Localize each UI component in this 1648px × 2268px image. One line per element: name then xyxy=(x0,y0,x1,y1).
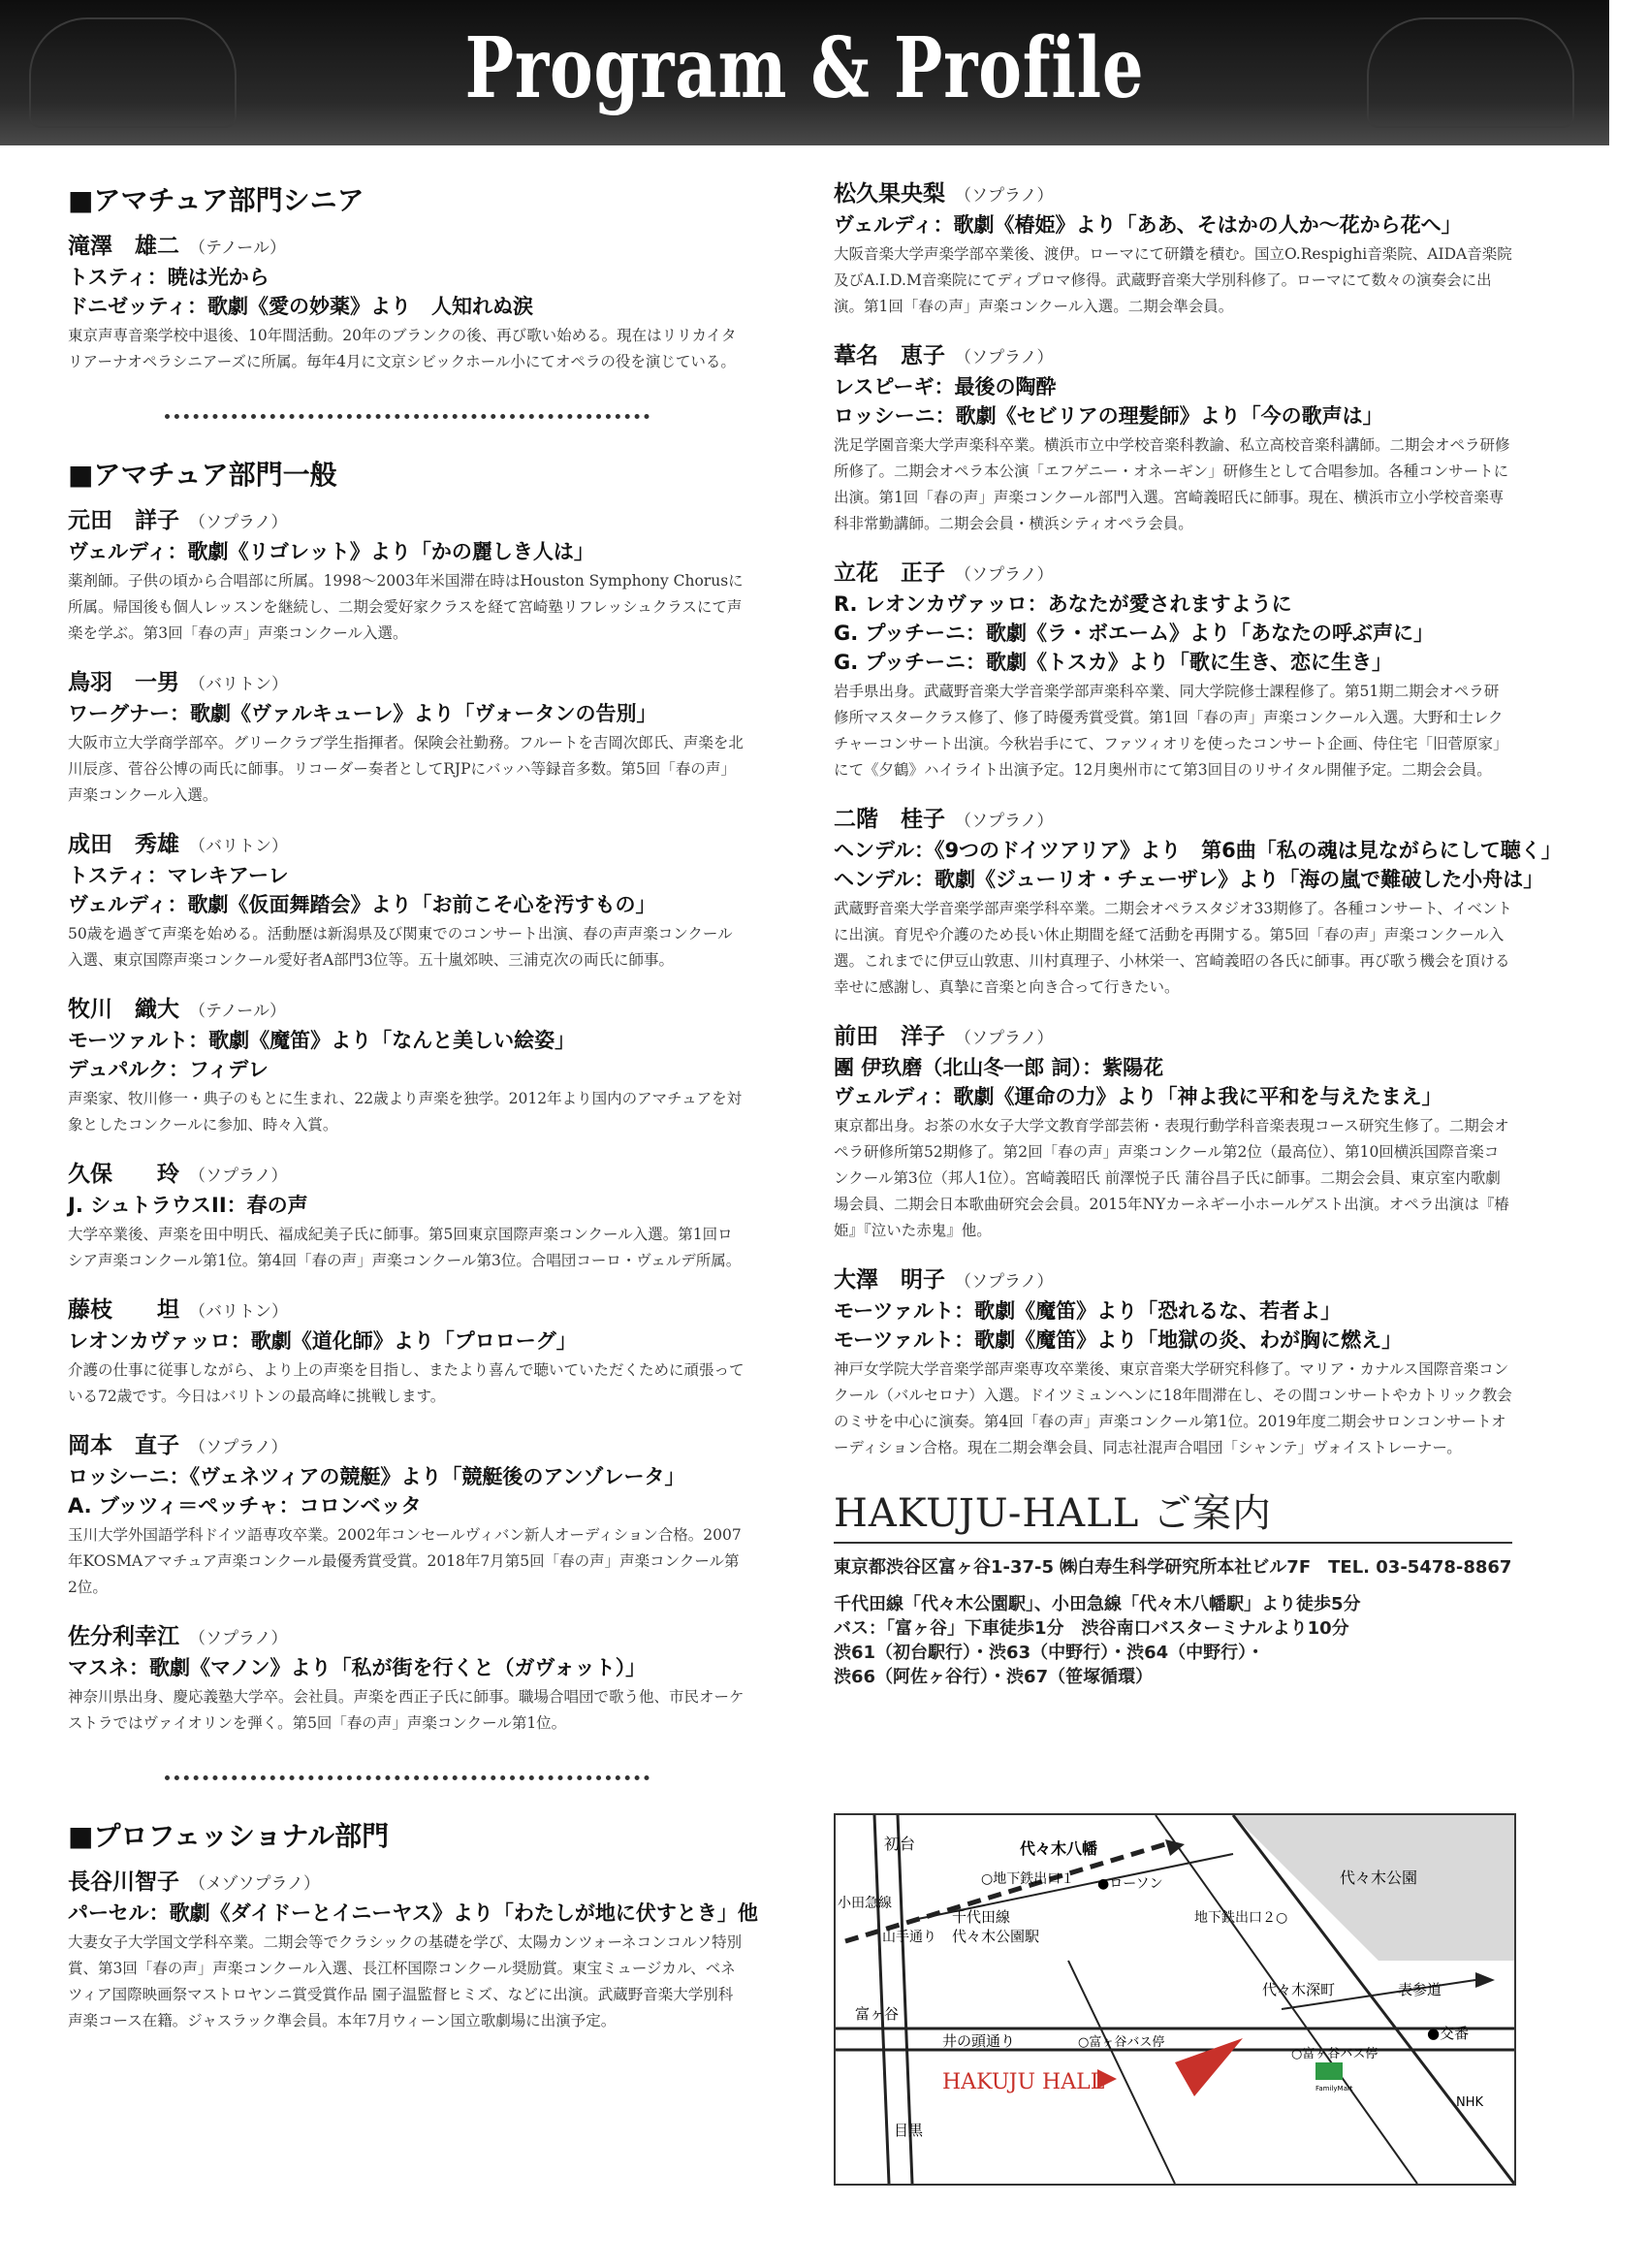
repertoire-line: レスピーギ：最後の陶酔 xyxy=(834,375,1057,399)
repertoire-line: トスティ：マレキアーレ xyxy=(68,864,289,887)
map-label-nhk: NHK xyxy=(1456,2095,1484,2110)
performer-entry xyxy=(834,341,1512,537)
section-divider xyxy=(165,414,650,419)
map-label-yoyogi-park: 代々木公園 xyxy=(1340,1869,1418,1887)
performer-entry xyxy=(68,1868,758,2034)
performer-voice: （ソプラノ） xyxy=(189,1166,288,1186)
performer-entry xyxy=(68,1431,746,1601)
performer-name-text: 大澤 明子 xyxy=(834,1267,945,1293)
performer-bio: 大阪音楽大学声楽学部卒業後、渡伊。ローマにて研鑽を積む。国立O.Respighi音楽院、AIDA音楽院及びA.I.D.M音楽院にてディプロマ修得。武蔵野音楽大学別科修了。ローマにて数々の演奏会に出演。第1回「春の声」声楽コンクール入選。二期会準会員。 xyxy=(834,245,1512,315)
odakyu-line xyxy=(845,1844,1165,1941)
performer-name xyxy=(834,805,1512,836)
performer-bio: 大阪市立大学商学部卒。グリークラブ学生指揮者。保険会社勤務。フルートを吉岡次郎氏、声楽を北川辰彦、菅谷公博の両氏に師事。リコーダー奏者としてRJPにバッハ等録音多数。第5回「春の声」声楽コンクール入選。 xyxy=(68,734,744,804)
map-label-yoyogi-fukamachi: 代々木深町 xyxy=(1262,1981,1336,1998)
repertoire-line: R. レオンカヴァッロ：あなたが愛されますように xyxy=(834,592,1292,616)
performer-voice: （ソプラノ） xyxy=(189,1438,288,1457)
map-label-hatsudai: 初台 xyxy=(884,1835,916,1853)
section-heading: ■アマチュア部門一般 xyxy=(68,459,337,491)
map-label-chiyoda-2: 代々木公園駅 xyxy=(952,1928,1040,1945)
performer-name xyxy=(834,341,1512,372)
repertoire-line: ヴェルディ：歌劇《椿姫》より「ああ、そはかの人か～花から花へ」 xyxy=(834,213,1462,237)
performer-name-text: 牧川 織大 xyxy=(68,997,179,1022)
hall-marker xyxy=(1175,2038,1243,2096)
performer-name xyxy=(68,506,746,537)
repertoire-line: モーツァルト：歌劇《魔笛》より「地獄の炎、わが胸に燃え」 xyxy=(834,1328,1403,1352)
map-label-busstop-2: ○富ヶ谷バス停 xyxy=(1291,2047,1379,2061)
performer-bio: 東京声専音楽学校中退後、10年間活動。20年のブランクの後、再び歌い始める。現在はリリカイタリアーナオペラシニアーズに所属。毎年4月に文京シビックホール小にてオペラの役を演じている。 xyxy=(68,327,737,370)
hall-access-line: 渋61（初台駅行）・渋63（中野行）・渋64（中野行）・ xyxy=(834,1643,1265,1663)
performer-name-text: 長谷川智子 xyxy=(68,1869,179,1895)
repertoire-line: トスティ：暁は光から xyxy=(68,266,269,289)
map-label-exit1: ○地下鉄出口１ xyxy=(981,1871,1075,1887)
performer-bio: 神奈川県出身、慶応義塾大学卒。会社員。声楽を西正子氏に師事。職場合唱団で歌う他、市民オーケストラではヴァイオリンを弾く。第5回「春の声」声楽コンクール第1位。 xyxy=(68,1688,745,1732)
performer-voice: （ソプラノ） xyxy=(955,1029,1054,1048)
performer-entry xyxy=(68,1295,746,1410)
familymart-icon xyxy=(1315,2062,1343,2080)
performer-name xyxy=(834,1265,1512,1296)
performer-entry xyxy=(68,1160,746,1274)
performer-bio: 大学卒業後、声楽を田中明氏、福成紀美子氏に師事。第5回東京国際声楽コンクール入選。第1回ロシア声楽コンクール第1位。第4回「春の声」声楽コンクール第3位。合唱団コーロ・ヴェルデ所属。 xyxy=(68,1226,742,1269)
section-heading: ■アマチュア部門シニア xyxy=(68,184,364,216)
repertoire-line: レオンカヴァッロ：歌劇《道化師》より「プロローグ」 xyxy=(68,1329,577,1353)
performer-name-text: 立花 正子 xyxy=(834,560,945,586)
map-label-familymart: FamilyMart xyxy=(1315,2085,1353,2092)
performer-voice: （ソプラノ） xyxy=(955,565,1054,585)
repertoire-line: ロッシーニ：《ヴェネツィアの競艇》より「競艇後のアンゾレータ」 xyxy=(68,1465,685,1488)
performer-name-text: 二階 桂子 xyxy=(834,807,945,832)
map-svg xyxy=(836,1815,1514,2184)
performer-voice: （ソプラノ） xyxy=(189,1629,288,1648)
right-column xyxy=(834,179,1562,1689)
performer-voice: （ソプラノ） xyxy=(955,812,1054,831)
performer-entry xyxy=(68,1622,746,1737)
performer-name xyxy=(68,995,746,1026)
performer-voice: （バリトン） xyxy=(189,837,288,856)
performer-entry xyxy=(834,1265,1512,1461)
performer-name-text: 岡本 直子 xyxy=(68,1433,179,1458)
map-label-lawson: ●ローソン xyxy=(1097,1876,1163,1892)
performer-name-text: 久保 玲 xyxy=(68,1162,179,1187)
performer-voice: （テノール） xyxy=(189,1002,286,1021)
performer-entry xyxy=(68,995,746,1138)
repertoire-line: G. プッチーニ：歌劇《トスカ》より「歌に生き、恋に生き」 xyxy=(834,651,1393,674)
performer-entry xyxy=(834,179,1512,320)
map-label-inokashira: 井の頭通り xyxy=(942,2032,1016,2050)
performer-voice: （バリトン） xyxy=(189,675,288,694)
map-label-yamate: 山手通り xyxy=(882,1930,936,1945)
performer-name xyxy=(834,179,1512,210)
repertoire-line: ワーグナー：歌劇《ヴァルキューレ》より「ヴォータンの告別」 xyxy=(68,702,657,725)
yoyogi-park-area xyxy=(1233,1815,1514,1961)
hall-access xyxy=(834,1592,1512,1689)
repertoire-line: 團 伊玖磨（北山冬一郎 詞）：紫陽花 xyxy=(834,1056,1164,1079)
performer-entry xyxy=(68,830,746,974)
repertoire-line: ヴェルディ：歌劇《リゴレット》より「かの麗しき人は」 xyxy=(68,540,594,563)
performer-name xyxy=(68,1622,746,1653)
performer-name-text: 松久果央梨 xyxy=(834,181,945,207)
repertoire-line: ロッシーニ：歌劇《セビリアの理髪師》より「今の歌声は」 xyxy=(834,404,1383,428)
performer-voice: （メゾソプラノ） xyxy=(189,1874,320,1894)
hall-access-line: 渋66（阿佐ヶ谷行）・渋67（笹塚循環） xyxy=(834,1667,1154,1687)
map-label-busstop-1: ○富ヶ谷バス停 xyxy=(1078,2035,1165,2050)
omotesando-arrow xyxy=(1475,1972,1495,1988)
repertoire-line: パーセル：歌劇《ダイドーとイニーヤス》より「わたしが地に伏すとき」他 xyxy=(68,1901,758,1925)
repertoire-line: モーツァルト：歌劇《魔笛》より「恐れるな、若者よ」 xyxy=(834,1299,1342,1323)
map-label-tomigaya: 富ヶ谷 xyxy=(855,2005,900,2023)
performer-name xyxy=(68,1160,746,1191)
performer-name-text: 藤枝 坦 xyxy=(68,1297,179,1323)
map-label-meguro: 目黒 xyxy=(894,2122,924,2139)
performer-entry xyxy=(834,805,1562,1001)
map-label-odakyu: 小田急線 xyxy=(838,1896,892,1911)
repertoire-line: ドニゼッティ：歌劇《愛の妙薬》より 人知れぬ涙 xyxy=(68,295,534,318)
performer-voice: （テノール） xyxy=(189,239,286,258)
right-performer-list xyxy=(834,179,1562,1461)
repertoire-line: モーツァルト：歌劇《魔笛》より「なんと美しい絵姿」 xyxy=(68,1029,576,1052)
performer-name xyxy=(68,1295,746,1326)
performer-name xyxy=(68,668,746,699)
hall-address: 東京都渋谷区富ヶ谷1-37-5 ㈱白寿生科学研究所本社ビル7F TEL. 03-5478-8867 xyxy=(834,1557,1512,1578)
section-heading: ■プロフェッショナル部門 xyxy=(68,1820,390,1852)
performer-bio: 洗足学園音楽大学声楽科卒業。横浜市立中学校音楽科教諭、私立高校音楽科講師。二期会オペラ研修所修了。二期会オペラ本公演「エフゲニー・オネーギン」研修生として合唱参加。各種コンサートに出演。第1回「春の声」声楽コンクール部門入選。宮崎義昭氏に師事。現在、横浜市立小学校音楽専科非常勤講師。二期会会員・横浜シティオペラ会員。 xyxy=(834,436,1510,532)
repertoire-line: デュパルク：フィデレ xyxy=(68,1058,269,1081)
performer-bio: 東京都出身。お茶の水女子大学文教育学部芸術・表現行動学科音楽表現コース研究生修了。二期会オペラ研修所第52期修了。第2回「春の声」声楽コンクール第2位（最高位）、第10回横浜国際音楽コンクール第3位（邦人1位）。宮崎義昭氏 前澤悦子氏 蒲谷昌子氏に師事。二期会会員、東京室内歌劇場会員、二期会日本歌曲研究会会員。2015年NYカーネギー小ホールゲスト出演。オペラ出演は『椿姫』『泣いた赤鬼』他。 xyxy=(834,1117,1509,1239)
performer-name xyxy=(834,559,1512,590)
map-label-yoyogi-hachiman: 代々木八幡 xyxy=(1020,1839,1098,1858)
performer-entry xyxy=(834,1022,1512,1244)
page-title: Program & Profile xyxy=(464,19,1145,117)
performer-name-text: 元田 詳子 xyxy=(68,508,179,533)
performer-bio: 岩手県出身。武蔵野音楽大学音楽学部声楽科卒業、同大学院修士課程修了。第51期二期会オペラ研修所マスタークラス修了、修了時優秀賞受賞。第1回「春の声」声楽コンクール入選。大野和士レクチャーコンサート出演。今秋岩手にて、ファツィオリを使ったコンサート企画、侍住宅「旧菅原家」にて《夕鶴》ハイライト出演予定。12月奥州市にて第3回目のリサイタル開催予定。二期会会員。 xyxy=(834,683,1508,779)
hall-access-line: バス：「富ヶ谷」下車徒歩1分 渋谷南口バスターミナルより10分 xyxy=(834,1618,1349,1639)
repertoire-line: G. プッチーニ：歌劇《ラ・ボエーム》より「あなたの呼ぶ声に」 xyxy=(834,622,1435,645)
repertoire-line: ヘンデル：歌劇《ジューリオ・チェーザレ》より「海の嵐で難破した小舟は」 xyxy=(834,868,1544,891)
hall-info xyxy=(834,1483,1512,1689)
performer-entry xyxy=(834,559,1512,783)
access-map xyxy=(834,1813,1516,2186)
hall-access-line: 千代田線「代々木公園駅」、小田急線「代々木八幡駅」より徒歩5分 xyxy=(834,1594,1361,1614)
repertoire-line: ヴェルディ：歌劇《仮面舞踏会》より「お前こそ心を汚すもの」 xyxy=(68,893,656,916)
hall-title: HAKUJU-HALL ご案内 xyxy=(834,1483,1512,1544)
performer-voice: （ソプラノ） xyxy=(955,186,1054,206)
performer-name-text: 滝澤 雄二 xyxy=(68,234,179,259)
performer-name-text: 佐分利幸江 xyxy=(68,1624,179,1649)
map-hall-logo: HAKUJU HALL xyxy=(942,2070,1105,2094)
performer-bio: 50歳を過ぎて声楽を始める。活動歴は新潟県及び関東でのコンサート出演、春の声声楽コンクール入選、東京国際声楽コンクール愛好者A部門3位等。五十嵐郊映、三浦克次の両氏に師事。 xyxy=(68,925,733,969)
map-label-chiyoda-1: 千代田線 xyxy=(952,1908,1011,1926)
performer-name-text: 前田 洋子 xyxy=(834,1024,945,1049)
performer-voice: （ソプラノ） xyxy=(189,513,288,532)
performer-name-text: 成田 秀雄 xyxy=(68,832,179,857)
repertoire-line: ヴェルディ：歌劇《運命の力》より「神よ我に平和を与えたまえ」 xyxy=(834,1085,1442,1108)
repertoire-line: ヘンデル：《9つのドイツアリア》より 第6曲「私の魂は見ながらにして聴く」 xyxy=(834,839,1562,862)
map-label-exit2: 地下鉄出口２○ xyxy=(1194,1910,1288,1926)
performer-voice: （ソプラノ） xyxy=(955,1272,1054,1292)
header-banner xyxy=(0,0,1609,145)
performer-bio: 介護の仕事に従事しながら、より上の声楽を目指し、またより喜んで聴いていただくために頑張っている72歳です。今日はバリトンの最高峰に挑戦します。 xyxy=(68,1361,745,1405)
section-divider xyxy=(165,1775,650,1780)
performer-bio: 大妻女子大学国文学科卒業。二期会等でクラシックの基礎を学び、太陽カンツォーネコンコルソ特別賞、第3回「春の声」声楽コンクール入選、長江杯国際コンクール奨励賞。東宝ミュージカル、ベネツィア国際映画祭マストロヤンニ賞受賞作品 園子温監督ヒミズ、などに出演。武蔵野音楽大学別科声楽コース在籍。ジャスラック準会員。本年7月ウィーン国立歌劇場に出演予定。 xyxy=(68,1933,743,2029)
yamate-road-left xyxy=(874,1815,889,2184)
left-column xyxy=(68,179,758,2056)
performer-name xyxy=(834,1022,1512,1053)
performer-entry xyxy=(68,668,746,809)
repertoire-line: A. ブッツィ＝ペッチャ：コロンベッタ xyxy=(68,1494,422,1517)
performer-bio: 武蔵野音楽大学音楽学部声楽学科卒業。二期会オペラスタジオ33期修了。各種コンサート、イベントに出演。育児や介護のため長い休止期間を経て活動を再開する。第5回「春の声」声楽コンクール入選。これまでに伊豆山敦恵、川村真理子、小林栄一、宮崎義昭の各氏に師事。再び歌う機会を頂ける幸せに感謝し、真摯に音楽と向き合って行きたい。 xyxy=(834,900,1512,996)
performer-bio: 薬剤師。子供の頃から合唱部に所属。1998～2003年米国滞在時はHouston Symphony Chorusに所属。帰国後も個人レッスンを継続し、二期会愛好家クラスを経て宮崎塾リフレッシュクラスにて声楽を学ぶ。第3回「春の声」声楽コンクール入選。 xyxy=(68,572,744,642)
performer-name xyxy=(68,1431,746,1462)
performer-bio: 声楽家、牧川修一・典子のもとに生まれ、22歳より声楽を独学。2012年より国内のアマチュアを対象としたコンクールに参加、時々入賞。 xyxy=(68,1090,743,1134)
repertoire-line: マスネ：歌劇《マノン》より「私が街を行くと（ガヴォット）」 xyxy=(68,1656,647,1679)
performer-name-text: 葦名 恵子 xyxy=(834,343,945,368)
performer-voice: （ソプラノ） xyxy=(955,348,1054,367)
map-label-koban: ●交番 xyxy=(1427,2025,1470,2042)
map-label-omotesando: 表参道 xyxy=(1398,1981,1442,1998)
performer-name xyxy=(68,830,746,861)
performer-bio: 玉川大学外国語学科ドイツ語専攻卒業。2002年コンセールヴィバン新人オーディション合格。2007年KOSMAアマチュア声楽コンクール最優秀賞受賞。2018年7月第5回「春の声」声楽コンクール第2位。 xyxy=(68,1526,742,1596)
performer-entry xyxy=(68,506,746,647)
performer-bio: 神戸女学院大学音楽学部声楽専攻卒業後、東京音楽大学研究科修了。マリア・カナルス国際音楽コンクール（バルセロナ）入選。ドイツミュンヘンに18年間滞在し、その間コンサートやカトリック教会のミサを中心に演奏。第4回「春の声」声楽コンクール第1位。2019年度二期会サロンコンサートオーディション合格。現在二期会準会員、同志社混声合唱団「シャンテ」ヴォイストレーナー。 xyxy=(834,1360,1512,1456)
repertoire-line: J. シュトラウスII：春の声 xyxy=(68,1194,308,1217)
performer-entry xyxy=(68,232,746,375)
performer-name-text: 鳥羽 一男 xyxy=(68,670,179,695)
performer-name xyxy=(68,232,746,263)
performer-voice: （バリトン） xyxy=(189,1302,288,1322)
performer-name xyxy=(68,1868,746,1899)
